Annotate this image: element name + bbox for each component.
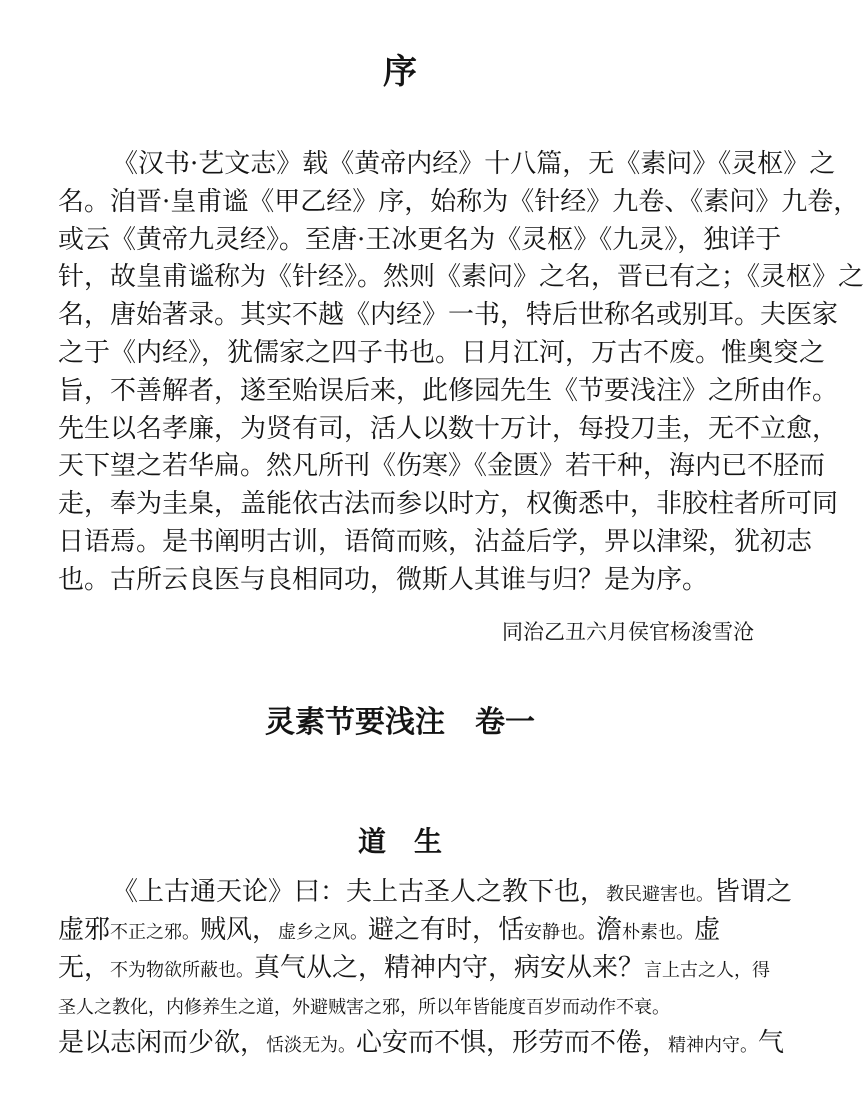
main-text: 避之有时，恬 xyxy=(368,914,525,945)
volume-title: 灵素节要浅注 卷一 xyxy=(265,705,535,740)
section-line xyxy=(58,874,793,912)
preface-line: 或云《黄帝九灵经》。至唐·王冰更名为《灵枢》《九灵》，独详于 xyxy=(58,224,782,255)
preface-line: 《汉书·艺文志》载《黄帝内经》十八篇，无《素问》《灵枢》之 xyxy=(112,149,836,179)
preface-title: 序 xyxy=(383,52,417,92)
annotation-text: 不为物欲所蔽也。 xyxy=(110,959,255,981)
main-text: 无， xyxy=(58,952,111,983)
section-line xyxy=(58,950,771,988)
preface-line: 之于《内经》，犹儒家之四子书也。日月江河，万古不废。惟奥窔之 xyxy=(58,337,826,368)
preface-line: 先生以名孝廉，为贤有司，活人以数十万计，每投刀圭，无不立愈， xyxy=(58,413,839,444)
annotation-text: 不正之邪。 xyxy=(110,921,201,943)
annotation-text: 言上古之人，得 xyxy=(644,959,771,981)
main-text: 虚 xyxy=(694,914,721,945)
annotation-text: 教民避害也。 xyxy=(606,884,715,905)
preface-line: 走，奉为圭臬，盖能依古法而参以时方，权衡悉中，非胶柱者所可同 xyxy=(58,489,839,520)
annotation-text: 朴素也。 xyxy=(622,921,695,943)
section-line xyxy=(58,987,758,1025)
preface-line: 针，故皇甫谧称为《针经》。然则《素问》之名，晋已有之；《灵枢》之 xyxy=(58,262,864,293)
main-text: 是以志闲而少欲， xyxy=(58,1028,267,1059)
annotation-text: 圣人之教化，内修养生之道，外避贼害之邪，所以年皆能度百岁而动作不衰。 xyxy=(58,997,670,1019)
section-body xyxy=(58,874,793,1063)
preface-line: 日语焉。是书阐明古训，语简而赅，沾益后学，畀以津梁，犹初志 xyxy=(58,526,813,557)
preface-line: 名。洎晋·皇甫谧《甲乙经》序，始称为《针经》九卷、《素问》九卷， xyxy=(58,186,860,217)
section-line xyxy=(58,912,758,950)
preface-line: 旨，不善解者，遂至贻误后来，此修园先生《节要浅注》之所由作。 xyxy=(58,375,839,406)
main-text: 皆谓之 xyxy=(714,877,793,907)
preface-signature: 同治乙丑六月侯官杨浚雪沧 xyxy=(502,620,754,644)
main-text: 《上古通天论》曰：夫上古圣人之教下也， xyxy=(112,877,607,907)
section-line xyxy=(58,1025,785,1063)
annotation-text: 虚乡之风。 xyxy=(278,921,369,943)
main-text: 贼风， xyxy=(200,914,279,945)
main-text: 心安而不惧，形劳而不倦， xyxy=(356,1028,669,1059)
preface-line: 天下望之若华扁。然凡所刊《伤寒》《金匮》若干种，海内已不胫而 xyxy=(58,451,826,482)
preface-line: 名，唐始著录。其实不越《内经》一书，特后世称名或别耳。夫医家 xyxy=(58,300,839,331)
annotation-text: 恬淡无为。 xyxy=(266,1035,357,1057)
main-text: 虚邪 xyxy=(58,914,111,945)
preface-line: 也。古所云良医与良相同功，微斯人其谁与归？是为序。 xyxy=(58,564,709,595)
main-text: 真气从之，精神内守，病安从来？ xyxy=(254,952,645,983)
section-title: 道 生 xyxy=(357,825,442,858)
preface-body xyxy=(58,146,864,600)
annotation-text: 安静也。 xyxy=(524,921,597,943)
annotation-text: 精神内守。 xyxy=(668,1035,759,1057)
main-text: 澹 xyxy=(596,914,623,945)
main-text: 气 xyxy=(758,1028,785,1059)
